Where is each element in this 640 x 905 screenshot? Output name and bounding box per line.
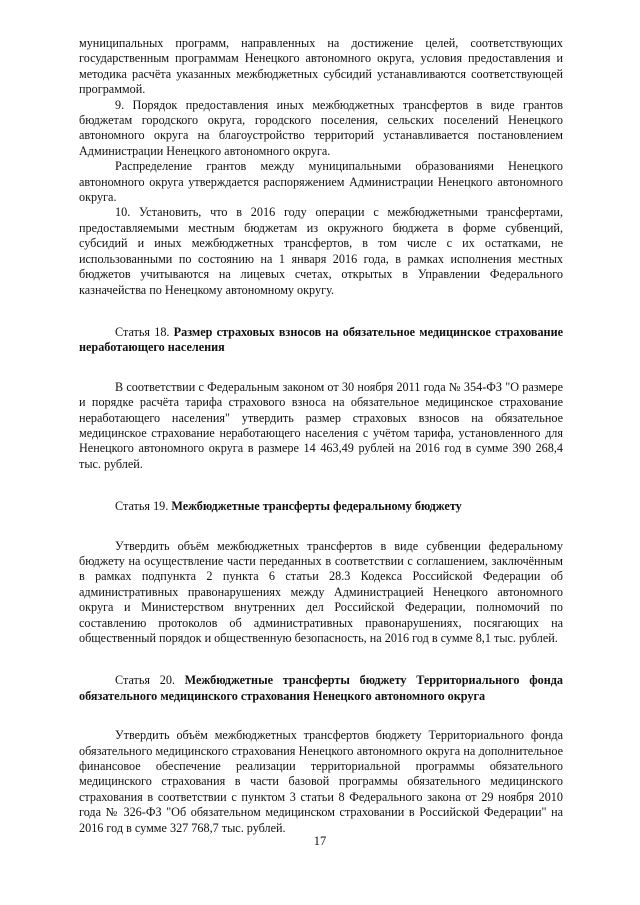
- page-number: 17: [313, 834, 327, 848]
- article-18-heading: [79, 325, 563, 356]
- article-18-body: В соответствии с Федеральным законом от 30 ноября 2011 года № 354-ФЗ "О размере и порядке расчёта тарифа страхового взноса на обязательное медицинское страхование неработающего населения" утвердить размер страховых взносов на обязательное медицинское страхование неработающего населения с учётом тарифа, установленного для Ненецкого автономного округа в размере 14 463,49 рублей на 2016 год в сумме 390 268,4 тыс. рублей.: [79, 379, 563, 471]
- article-20-title: Межбюджетные трансферты бюджету Территориального фонда обязательного медицинского страхования Ненецкого автономного округа: [79, 673, 564, 703]
- article-20-body: Утвердить объём межбюджетных трансфертов бюджету Территориального фонда обязательного медицинского страхования Ненецкого автономного округа на дополнительное финансовое обеспечение реализации территориальной программы обязательного медицинского страхования в части базовой программы обязательного медицинского страхования в соответствии с пунктом 3 статьи 8 Федерального закона от 29 ноября 2010 года № 326-ФЗ "Об обязательном медицинском страховании в Российской Федерации" на 2016 год в сумме 327 768,7 тыс. рублей.: [79, 728, 563, 835]
- article-20-heading: [79, 673, 563, 704]
- spacer: [79, 646, 563, 673]
- paragraph-grants-distribution: Распределение грантов между муниципальными образованиями Ненецкого автономного округа утверждается распоряжением Администрации Ненецкого автономного округа.: [79, 159, 563, 205]
- article-20-number: Статья 20.: [115, 673, 175, 688]
- article-19-title: Межбюджетные трансферты федеральному бюджету: [171, 499, 462, 514]
- article-18-number: Статья 18.: [115, 324, 170, 339]
- spacer: [79, 298, 563, 325]
- spacer: [79, 704, 563, 728]
- spacer: [79, 515, 563, 539]
- article-18-title: Размер страховых взносов на обязательное медицинское страхование неработающего населения: [79, 324, 564, 355]
- paragraph-10: 10. Установить, что в 2016 году операции с межбюджетными трансфертами, предоставляемыми местным бюджетам из окружного бюджета в форме субвенций, субсидий и иных межбюджетных трансфертов, в том числе с их остатками, не использованными по состоянию на 1 января 2016 года, в рамках исполнения местных бюджетов учитываются на лицевых счетах, открытых в Управлении Федерального казначейства по Ненецкому автономному округу.: [79, 205, 563, 297]
- article-19-heading: [79, 499, 563, 514]
- paragraph-9: 9. Порядок предоставления иных межбюджетных трансфертов в виде грантов бюджетам городского округа, городского поселения, сельских поселений Ненецкого автономного округа на благоустройство территорий устанавливается постановлением Администрации Ненецкого автономного округа.: [79, 97, 563, 158]
- paragraph-continuation: муниципальных программ, направленных на достижение целей, соответствующих государственным программам Ненецкого автономного округа, условия предоставления и методика расчёта указанных межбюджетных субсидий устанавливаются соответствующей программой.: [79, 36, 563, 97]
- article-19-number: Статья 19.: [115, 499, 169, 514]
- document-page: [79, 36, 563, 836]
- article-19-body: Утвердить объём межбюджетных трансфертов в виде субвенции федеральному бюджету на осуществление части переданных в соответствии с соглашением, заключённым в рамках подпункта 2 пункта 6 статьи 28.3 Кодекса Российской Федерации об административных правонарушениях между Администрацией Ненецкого автономного округа и Министерством внутренних дел Российской Федерации, полномочий по составлению протоколов об административных правонарушениях, посягающих на общественный порядок и общественную безопасность, на 2016 год в сумме 8,1 тыс. рублей.: [79, 538, 563, 645]
- spacer: [79, 472, 563, 499]
- spacer: [79, 356, 563, 380]
